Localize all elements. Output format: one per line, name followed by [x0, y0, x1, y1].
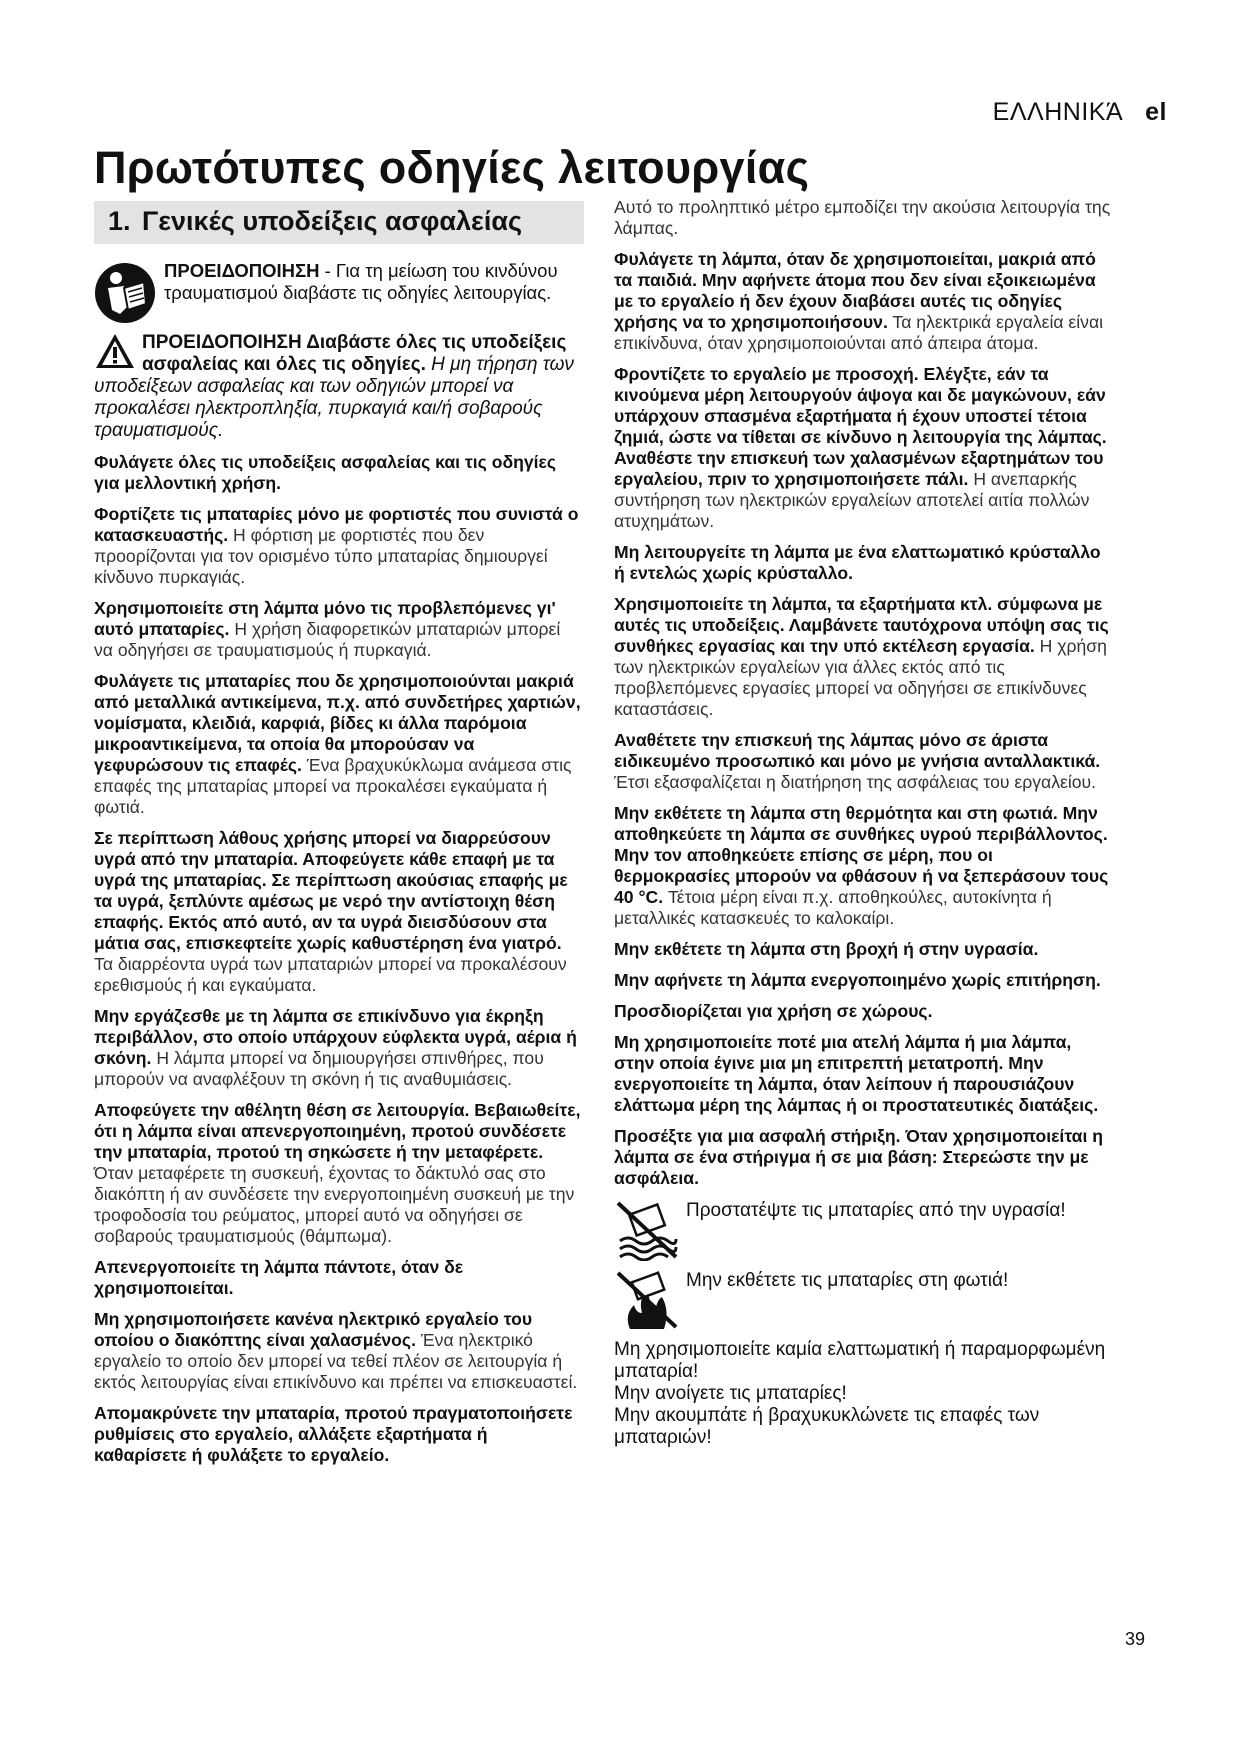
- safety-paragraph: Αυτό το προληπτικό μέτρο εμποδίζει την ακούσια λειτουργία της λάμπας.: [614, 197, 1111, 238]
- safety-paragraph: Απομακρύνετε την μπαταρία, προτού πραγματοποιήσετε ρυθμίσεις στο εργαλείο, αλλάξετε εξαρτήματα ή καθαρίσετε ή φυλάξετε το εργαλείο.: [94, 1403, 573, 1465]
- closing-line: Μη χρησιμοποιείτε καμία ελαττωματική ή παραμορφωμένη μπαταρία!: [614, 1339, 1106, 1382]
- safety-paragraph: Φυλάγετε τη λάμπα, όταν δε χρησιμοποιείται, μακριά από τα παιδιά. Μην αφήνετε άτομα που δεν είναι εξοικειωμένα με το εργαλείο ή δεν έχουν διαβάσει αυτές τις οδηγίες χρήσης να το χρησιμοποιήσουν. Τα ηλεκτρικά εργαλεία είναι επικίνδυνα, όταν χρησιμοποιούνται από άπειρα άτομα.: [614, 249, 1104, 353]
- general-warning-italic: Η μη τήρηση των υποδείξεων ασφαλείας και των οδηγιών μπορεί να προκαλέσει ηλεκτροπληξία, πυρκαγιά και/ή σοβαρούς τραυματισμούς.: [94, 354, 574, 441]
- safety-paragraph: Προσέξτε για μια ασφαλή στήριξη. Όταν χρησιμοποιείται η λάμπα σε ένα στήριγμα ή σε μια βάση: Στερεώστε την με ασφάλεια.: [614, 1126, 1104, 1188]
- read-manual-warning: [94, 260, 584, 324]
- safety-paragraph: Προσδιορίζεται για χρήση σε χώρους.: [614, 1001, 933, 1021]
- right-column: [614, 197, 1112, 1449]
- closing-line: Μην ακουμπάτε ή βραχυκυκλώνετε τις επαφές των μπαταριών!: [614, 1405, 1040, 1448]
- safety-paragraph: Μην εργάζεσθε με τη λάμπα σε επικίνδυνο για έκρηξη περιβάλλον, στο οποίο υπάρχουν εύφλεκτα υγρά, αέρια ή σκόνη. Η λάμπα μπορεί να δημιουργήσει σπινθήρες, που μπορούν να αναφλέξουν τη σκόνη ή τις αναθυμιάσεις.: [94, 1006, 577, 1089]
- safety-paragraph: Αναθέτετε την επισκευή της λάμπας μόνο σε άριστα ειδικευμένο προσωπικό και μόνο με γνήσια ανταλλακτικά. Έτσι εξασφαλίζεται η διατήρηση της ασφάλειας του εργαλείου.: [614, 730, 1101, 792]
- read-manual-text: [164, 260, 584, 304]
- left-column: [94, 201, 584, 1476]
- safety-paragraph: Μη χρησιμοποιήσετε κανένα ηλεκτρικό εργαλείο του οποίου ο διακόπτης είναι χαλασμένος. Ένα ηλεκτρικό εργαλείο το οποίο δεν μπορεί να τεθεί πλέον σε λειτουργία ή εκτός λειτουργίας είναι επικίνδυνο και πρέπει να επισκευαστεί.: [94, 1309, 578, 1392]
- safety-paragraph: Απενεργοποιείτε τη λάμπα πάντοτε, όταν δε χρησιμοποιείται.: [94, 1257, 464, 1298]
- safety-paragraph: Φυλάγετε όλες τις υποδείξεις ασφαλείας και τις οδηγίες για μελλοντική χρήση.: [94, 452, 557, 493]
- safety-paragraph: Αποφεύγετε την αθέλητη θέση σε λειτουργία. Βεβαιωθείτε, ότι η λάμπα είναι απενεργοποιημένη, προτού συνδέσετε την μπαταρία, προτού τη σηκώσετε ή την μεταφέρετε. Όταν μεταφέρετε τη συσκευή, έχοντας το δάκτυλό σας στο διακόπτη ή αν συνδέσετε την ενεργοποιημένη συσκευή με την τροφοδοσία του ρεύματος, μπορεί αυτό να οδηγήσει σε σοβαρούς τραυματισμούς (θάμπωμα).: [94, 1100, 581, 1246]
- no-water-icon: [614, 1199, 680, 1261]
- general-warning-bold: ΠΡΟΕΙΔΟΠΟΙΗΣΗ Διαβάστε όλες τις υποδείξεις ασφαλείας και όλες τις οδηγίες.: [142, 332, 567, 375]
- safety-paragraph: Φροντίζετε το εργαλείο με προσοχή. Ελέγξτε, εάν τα κινούμενα μέρη λειτουργούν άψογα και δε μαγκώνουν, εάν υπάρχουν σπασμένα εξαρτήματα ή έχουν υποστεί τέτοια ζημιά, ώστε να τίθεται σε κίνδυνο η λειτουργία της λάμπας. Αναθέστε την επισκευή των χαλασμένων εξαρτημάτων του εργαλείου, πριν το χρησιμοποιήσετε πάλι. Η ανεπαρκής συντήρηση των ηλεκτρικών εργαλείων αποτελεί αιτία πολλών ατυχημάτων.: [614, 364, 1107, 531]
- section-heading-box: [94, 201, 584, 244]
- warning-triangle-icon: [94, 332, 136, 370]
- pictogram-text: Μην εκθέτετε τις μπαταρίες στη φωτιά!: [686, 1270, 1009, 1291]
- pictogram-text: Προστατέψτε τις μπαταρίες από την υγρασία!: [686, 1200, 1066, 1221]
- language-name: ΕΛΛΗΝΙΚΆ: [992, 98, 1124, 126]
- section-number: 1.: [108, 206, 131, 236]
- language-header: [993, 98, 1167, 127]
- safety-paragraph: Φυλάγετε τις μπαταρίες που δε χρησιμοποιούνται μακριά από μεταλλικά αντικείμενα, π.χ. από συνδετήρες χαρτιών, νομίσματα, κλειδιά, καρφιά, βίδες κι άλλα παρόμοια μικροαντικείμενα, τα οποία θα μπορούσαν να γεφυρώσουν τις επαφές. Ένα βραχυκύκλωμα ανάμεσα στις επαφές της μπαταρίας μπορεί να προκαλέσει εγκαύματα ή φωτιά.: [94, 671, 581, 817]
- pictogram-row: [614, 1269, 1112, 1331]
- safety-paragraph: Μην εκθέτετε τη λάμπα στη βροχή ή στην υγρασία.: [614, 939, 1039, 959]
- general-warning: [94, 332, 584, 442]
- safety-paragraph: Χρησιμοποιείτε τη λάμπα, τα εξαρτήματα κτλ. σύμφωνα με αυτές τις υποδείξεις. Λαμβάνετε ταυτόχρονα υπόψη σας τις συνθήκες εργασίας και την υπό εκτέλεση εργασία. Η χρήση των ηλεκτρικών εργαλείων για άλλες εκτός από τις προβλεπόμενες εργασίες μπορεί να οδηγήσει σε επικίνδυνες καταστάσεις.: [614, 594, 1109, 719]
- closing-instructions: [614, 1339, 1112, 1449]
- page-title: Πρωτότυπες οδηγίες λειτουργίας: [94, 142, 810, 193]
- safety-paragraph: Φορτίζετε τις μπαταρίες μόνο με φορτιστές που συνιστά ο κατασκευαστής. Η φόρτιση με φορτιστές που δεν προορίζονται για τον ορισμένο τύπο μπαταρίας δημιουργεί κίνδυνο πυρκαγιάς.: [94, 504, 579, 587]
- safety-paragraph: Μην αφήνετε τη λάμπα ενεργοποιημένο χωρίς επιτήρηση.: [614, 970, 1101, 990]
- safety-paragraph: Χρησιμοποιείτε στη λάμπα μόνο τις προβλεπόμενες γι' αυτό μπαταρίες. Η χρήση διαφορετικών μπαταριών μπορεί να οδηγήσει σε τραυματισμούς ή πυρκαγιά.: [94, 598, 561, 660]
- safety-paragraph: Μη χρησιμοποιείτε ποτέ μια ατελή λάμπα ή μια λάμπα, στην οποία έγινε μια μη επιτρεπτή μετατροπή. Μην ενεργοποιείτε τη λάμπα, όταν λείπουν ή παρουσιάζουν ελάττωμα μέρη της λάμπας ή οι προστατευτικές διατάξεις.: [614, 1032, 1099, 1115]
- closing-line: Μην ανοίγετε τις μπαταρίες!: [614, 1383, 847, 1404]
- safety-paragraph: Μη λειτουργείτε τη λάμπα με ένα ελαττωματικό κρύσταλλο ή εντελώς χωρίς κρύσταλλο.: [614, 542, 1101, 583]
- safety-paragraph: Μην εκθέτετε τη λάμπα στη θερμότητα και στη φωτιά. Μην αποθηκεύετε τη λάμπα σε συνθήκες υγρού περιβάλλοντος. Μην τον αποθηκεύετε επίσης σε μέρη, που οι θερμοκρασίες μπορούν να φθάσουν ή να ξεπεράσουν τους 40 °C. Τέτοια μέρη είναι π.χ. αποθηκούλες, αυτοκίνητα ή μεταλλικές κατασκευές το καλοκαίρι.: [614, 803, 1109, 928]
- no-fire-icon: [614, 1269, 680, 1331]
- warning-body: - Για τη μείωση του κινδύνου τραυματισμού διαβάστε τις οδηγίες λειτουργίας.: [164, 260, 558, 303]
- read-manual-icon: [94, 262, 156, 324]
- section-title: Γενικές υποδείξεις ασφαλείας: [142, 206, 522, 236]
- safety-paragraph: Σε περίπτωση λάθους χρήσης μπορεί να διαρρεύσουν υγρά από την μπαταρία. Αποφεύγετε κάθε επαφή με τα υγρά της μπαταρίας. Σε περίπτωση ακούσιας επαφής με τα υγρά, ξεπλύντε αμέσως με νερό την αντίστοιχη θέση επαφής. Εκτός από αυτό, αν τα υγρά διεισδύσουν στα μάτια σας, επισκεφτείτε χωρίς καθυστέρηση ένα γιατρό. Τα διαρρέοντα υγρά των μπαταριών μπορεί να προκαλέσουν ερεθισμούς ή και εγκαύματα.: [94, 828, 568, 995]
- language-code: el: [1145, 98, 1167, 126]
- warning-label: ΠΡΟΕΙΔΟΠΟΙΗΣΗ: [164, 260, 320, 281]
- pictogram-row: [614, 1199, 1112, 1261]
- section-heading: [108, 207, 570, 236]
- page-number: 39: [1124, 1629, 1145, 1649]
